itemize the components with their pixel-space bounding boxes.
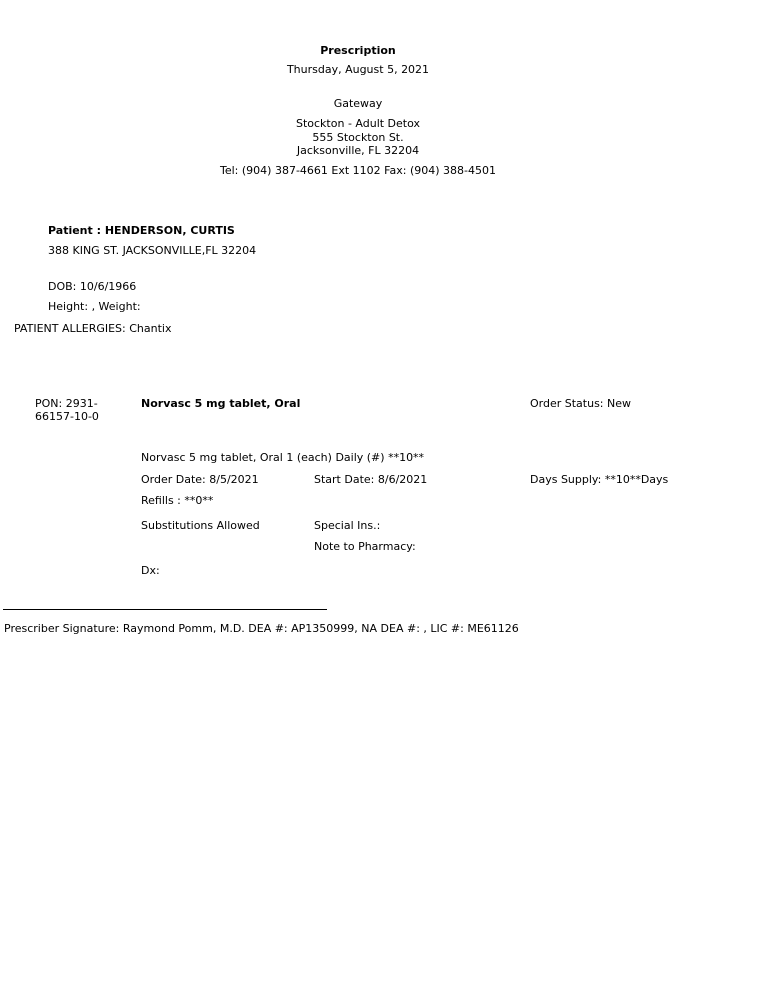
patient-allergies: PATIENT ALLERGIES: Chantix [14, 322, 172, 335]
patient-dob: DOB: 10/6/1966 [48, 280, 137, 293]
order-pon: PON: 2931-66157-10-0 [35, 397, 99, 423]
facility-city: Jacksonville, FL 32204 [296, 144, 420, 157]
drug-name: Norvasc 5 mg tablet, Oral [141, 397, 301, 410]
facility-street: 555 Stockton St. [312, 131, 404, 144]
prescriber-signature: Prescriber Signature: Raymond Pomm, M.D. DEA #: AP1350999, NA DEA #: , LIC #: ME61126 [4, 622, 519, 635]
note-to-pharmacy: Note to Pharmacy: [314, 540, 416, 553]
print-date: Thursday, August 5, 2021 [286, 63, 430, 76]
diagnosis: Dx: [141, 564, 160, 577]
order-date: Order Date: 8/5/2021 [141, 473, 259, 486]
facility-phone: Tel: (904) 387-4661 Ext 1102 Fax: (904) 388-4501 [220, 164, 496, 177]
order-status: Order Status: New [530, 397, 632, 410]
substitutions: Substitutions Allowed [141, 519, 260, 532]
order-sig: Norvasc 5 mg tablet, Oral 1 (each) Daily (#) **10** [141, 451, 425, 464]
facility-name: Stockton - Adult Detox [295, 117, 421, 130]
start-date: Start Date: 8/6/2021 [314, 473, 428, 486]
refills: Refills : **0** [141, 494, 214, 507]
patient-address: 388 KING ST. JACKSONVILLE,FL 32204 [48, 244, 257, 257]
special-instructions: Special Ins.: [314, 519, 381, 532]
organization-name: Gateway [333, 97, 383, 110]
patient-height-weight: Height: , Weight: [48, 300, 141, 313]
patient-name: Patient : HENDERSON, CURTIS [48, 224, 235, 237]
signature-line [3, 609, 327, 610]
days-supply: Days Supply: **10**Days [530, 473, 669, 486]
page-title: Prescription [320, 44, 396, 57]
